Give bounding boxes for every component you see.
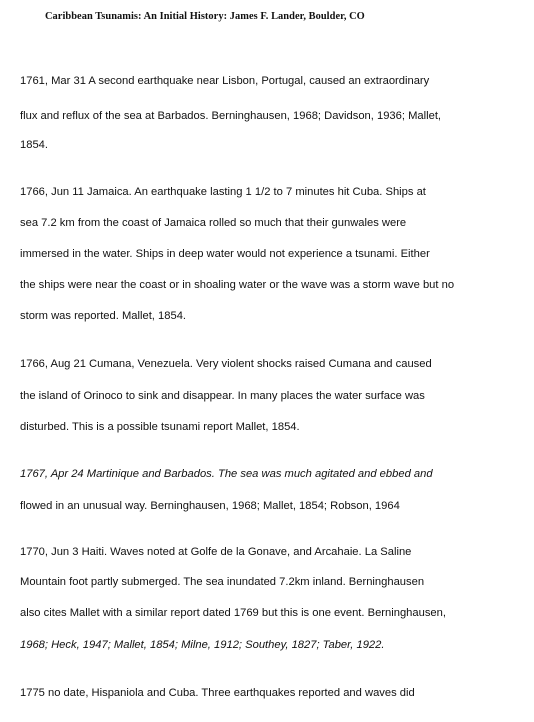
text-line: disturbed. This is a possible tsunami report Mallet, 1854. (20, 421, 300, 433)
text-line: flux and reflux of the sea at Barbados. Berninghausen, 1968; Davidson, 1936; Mallet, (20, 110, 442, 122)
text-line: 1775 no date, Hispaniola and Cuba. Three earthquakes reported and waves did (20, 687, 415, 699)
text-line: also cites Mallet with a similar report dated 1769 but this is one event. Berninghausen, (20, 607, 446, 619)
text-line: 1766, Jun 11 Jamaica. An earthquake lasting 1 1/2 to 7 minutes hit Cuba. Ships at (20, 186, 426, 198)
text-line: 1770, Jun 3 Haiti. Waves noted at Golfe de la Gonave, and Arcahaie. La Saline (20, 546, 412, 558)
text-line: 1766, Aug 21 Cumana, Venezuela. Very violent shocks raised Cumana and caused (20, 358, 432, 370)
text-line: storm was reported. Mallet, 1854. (20, 310, 187, 322)
text-line: sea 7.2 km from the coast of Jamaica rolled so much that their gunwales were (20, 217, 407, 229)
text-line: 1767, Apr 24 Martinique and Barbados. The sea was much agitated and ebbed and (20, 468, 433, 480)
text-line: 1761, Mar 31 A second earthquake near Lisbon, Portugal, caused an extraordinary (20, 75, 430, 87)
page-header: Caribbean Tsunamis: An Initial History: James F. Lander, Boulder, CO (45, 11, 365, 22)
text-line: Mountain foot partly submerged. The sea inundated 7.2km inland. Berninghausen (20, 576, 425, 588)
text-line: the ships were near the coast or in shoaling water or the wave was a storm wave but no (20, 279, 455, 291)
text-line: the island of Orinoco to sink and disappear. In many places the water surface was (20, 390, 425, 402)
text-line: flowed in an unusual way. Berninghausen, 1968; Mallet, 1854; Robson, 1964 (20, 500, 400, 512)
text-line: immersed in the water. Ships in deep water would not experience a tsunami. Either (20, 248, 430, 260)
text-line: 1968; Heck, 1947; Mallet, 1854; Milne, 1912; Southey, 1827; Taber, 1922. (20, 639, 385, 651)
text-line: 1854. (20, 139, 48, 151)
